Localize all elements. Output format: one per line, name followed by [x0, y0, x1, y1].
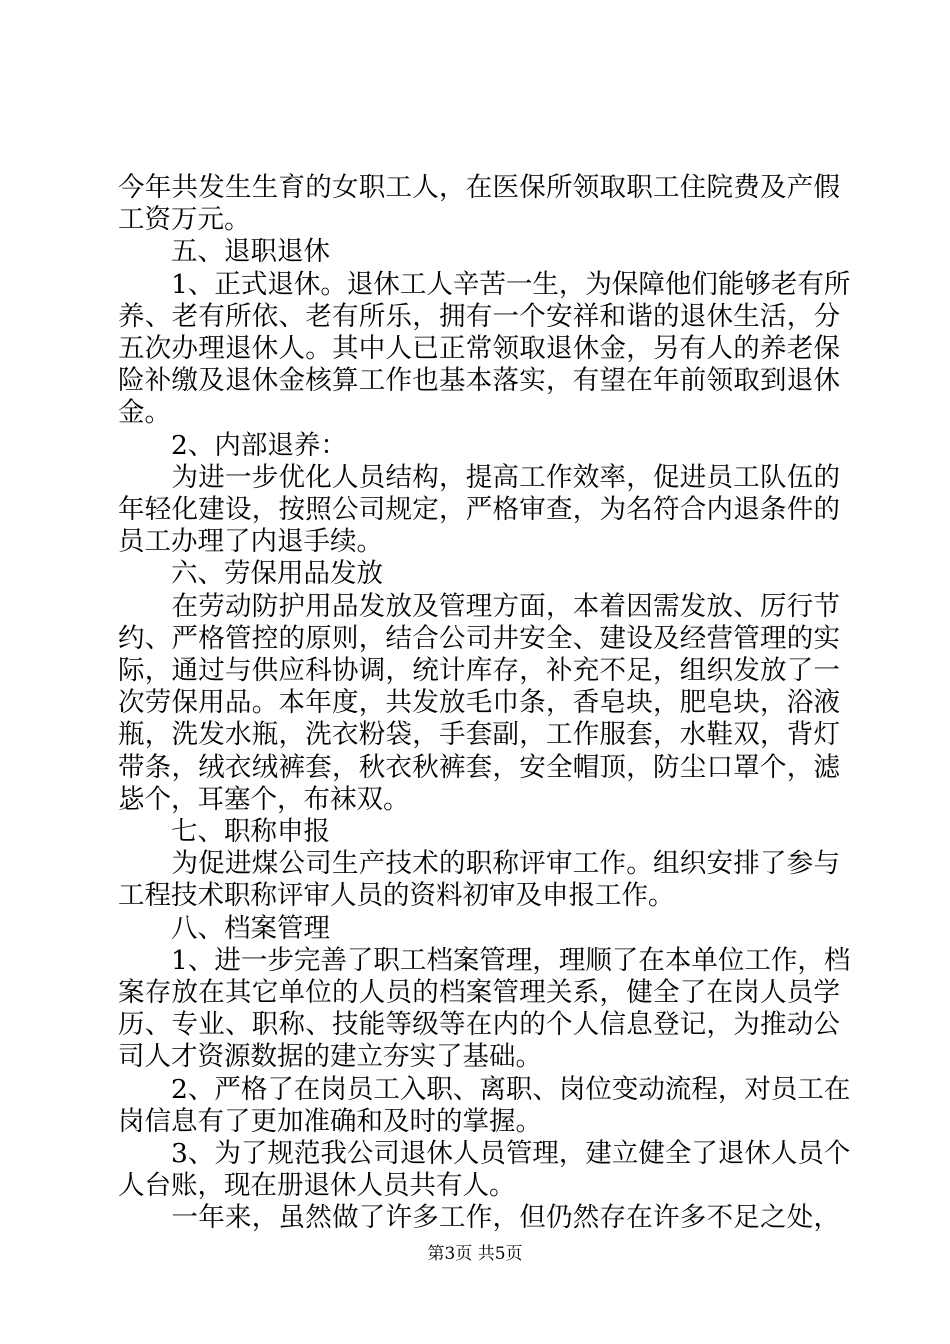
text-line: 司人才资源数据的建立夯实了基础。 — [118, 1041, 542, 1073]
text-line: 1、进一步完善了职工档案管理，理顺了在本单位工作，档 — [118, 944, 851, 976]
text-line: 养、老有所依、老有所乐，拥有一个安祥和谐的退休生活，分 — [118, 300, 840, 332]
text-line: 工程技术职称评审人员的资料初审及申报工作。 — [118, 880, 675, 912]
text-line: 1、正式退休。退休工人辛苦一生，为保障他们能够老有所 — [118, 268, 851, 300]
text-line: 毖个，耳塞个，布袜双。 — [118, 783, 410, 815]
text-line: 为进一步优化人员结构，提高工作效率，促进员工队伍的 — [118, 461, 840, 493]
text-line: 为促进煤公司生产技术的职称评审工作。组织安排了参与 — [118, 848, 840, 880]
text-line: 金。 — [118, 397, 171, 429]
text-line: 一年来，虽然做了许多工作，但仍然存在许多不足之处， — [118, 1202, 840, 1234]
text-line: 案存放在其它单位的人员的档案管理关系，健全了在岗人员学 — [118, 977, 840, 1008]
text-line: 在劳动防护用品发放及管理方面，本着因需发放、厉行节 — [118, 590, 840, 622]
text-line: 历、专业、职称、技能等级等在内的个人信息登记，为推动公 — [118, 1009, 840, 1041]
text-line: 瓶，洗发水瓶，洗衣粉袋，手套副，工作服套，水鞋双，背灯 — [118, 719, 840, 751]
text-line: 年轻化建设，按照公司规定，严格审查，为名符合内退条件的 — [118, 494, 840, 525]
text-line: 工资万元。 — [118, 204, 251, 236]
text-line: 人台账，现在册退休人员共有人。 — [118, 1170, 516, 1202]
text-line: 2、严格了在岗员工入职、离职、岗位变动流程，对员工在 — [118, 1073, 851, 1105]
text-line: 次劳保用品。本年度，共发放毛巾条，香皂块，肥皂块，浴液 — [118, 687, 840, 719]
text-line: 际，通过与供应科协调，统计库存，补充不足，组织发放了一 — [118, 655, 840, 686]
text-line: 约、严格管控的原则，结合公司井安全、建设及经营管理的实 — [118, 622, 840, 654]
text-line: 今年共发生生育的女职工人，在医保所领取职工住院费及产假 — [118, 172, 840, 203]
section-heading: 七、职称申报 — [118, 816, 330, 847]
section-heading: 六、劳保用品发放 — [118, 558, 383, 590]
page-number-footer: 第3页 共5页 — [427, 1244, 523, 1264]
text-line: 带条，绒衣绒裤套，秋衣秋裤套，安全帽顶，防尘口罩个，滤 — [118, 751, 840, 783]
text-line: 员工办理了内退手续。 — [118, 526, 383, 558]
text-line: 岗信息有了更加准确和及时的掌握。 — [118, 1105, 542, 1137]
section-heading: 八、档案管理 — [118, 912, 330, 944]
section-heading: 五、退职退休 — [118, 236, 330, 268]
text-line: 险补缴及退休金核算工作也基本落实，有望在年前领取到退休 — [118, 365, 840, 397]
subheading: 2、内部退养： — [118, 429, 347, 461]
text-line: 五次办理退休人。其中人已正常领取退休金，另有人的养老保 — [118, 333, 840, 364]
text-line: 3、为了规范我公司退休人员管理，建立健全了退休人员个 — [118, 1138, 851, 1169]
